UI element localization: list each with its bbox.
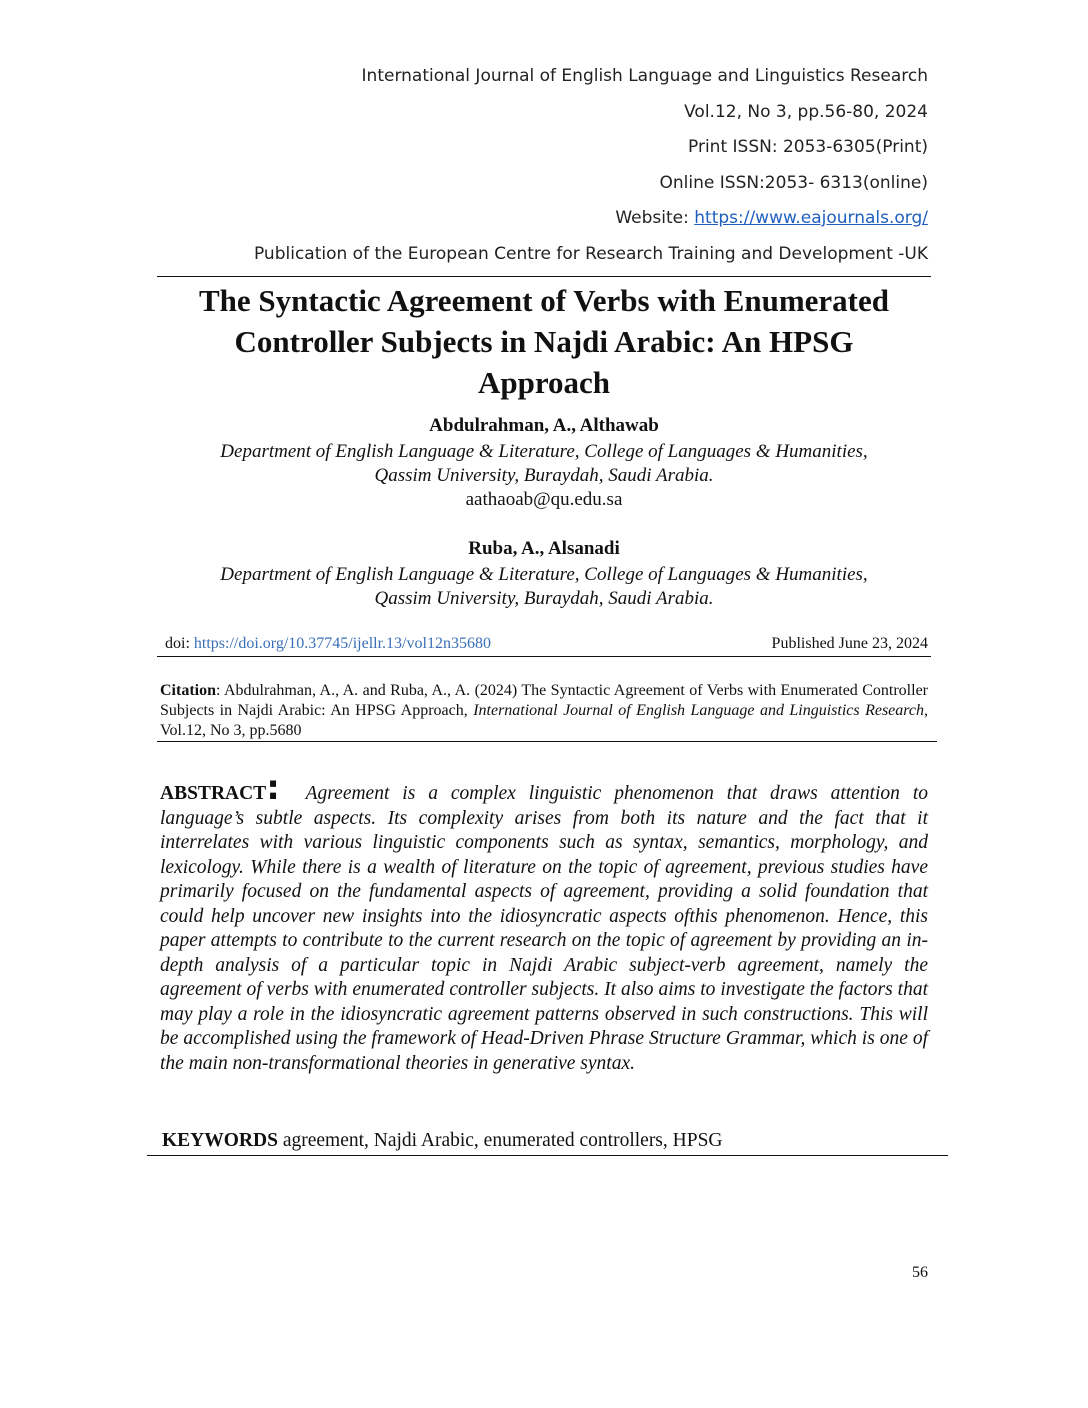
citation-text: : Abdulrahman, A., A. and Ruba, A., A. (2024) The Syntactic Agreement of Verbs with Enumerated Controller Subjects in Najdi Arabic: An HPSG Approach, — [160, 682, 928, 719]
doi — [165, 635, 491, 653]
website-line — [168, 204, 928, 240]
author-email: aathaoab@qu.edu.sa — [465, 489, 623, 510]
website-link[interactable]: https://www.eajournals.org/ — [694, 208, 928, 228]
keywords — [162, 1130, 723, 1152]
author-affiliation: Department of English Language & Literature, College of Languages & Humanities, — [220, 564, 868, 585]
abstract-colon: : — [266, 768, 280, 808]
publisher-line: Publication of the European Centre for Research Training and Development -UK — [253, 243, 928, 264]
title-line: Approach — [477, 365, 611, 400]
doi-label: doi: — [165, 635, 194, 652]
author-affiliation: Department of English Language & Literature, College of Languages & Humanities, — [220, 441, 868, 462]
paper-title — [150, 280, 938, 403]
citation-label: Citation — [160, 682, 216, 699]
abstract — [160, 768, 929, 1076]
header-rule — [157, 276, 931, 277]
keywords-label: KEYWORDS — [162, 1130, 278, 1151]
online-issn: Online ISSN:2053- 6313(online) — [659, 172, 928, 193]
citation — [160, 681, 928, 741]
author-name: Abdulrahman, A., Althawab — [429, 415, 659, 436]
abstract-text: Agreement is a complex linguistic phenomenon that draws attention to language’s subtle aspects. Its complexity arises from both its nature and the fact that it interrelates with various linguistic components such as syntax, semantics, morphology, and lexicology. While there is a wealth of literature on the topic of agreement, previous studies have primarily focused on the fundamental aspects of agreement, providing a solid foundation that could help uncover new insights into the idiosyncratic aspects ofthis phenomenon. Hence, this paper attempts to contribute to the current research on the topic of agreement by providing an in-depth analysis of a particular topic in Najdi Arabic subject-verb agreement, namely the agreement of verbs with enumerated controller subjects. It also aims to investigate the factors that may play a role in the idiosyncratic agreement patterns observed in such constructions. This will be accomplished using the framework of Head-Driven Phrase Structure Grammar, which is one of the main non-transformational theories in generative syntax. — [160, 783, 929, 1074]
volume-info: Vol.12, No 3, pp.56-80, 2024 — [684, 101, 928, 122]
doi-line — [165, 635, 928, 653]
citation-volume: , Vol.12, No 3, pp.5680 — [160, 702, 929, 739]
author-affiliation: Qassim University, Buraydah, Saudi Arabia. — [374, 465, 714, 486]
author-block-2 — [150, 537, 938, 611]
author-affiliation: Qassim University, Buraydah, Saudi Arabia. — [374, 588, 714, 609]
page-number: 56 — [912, 1264, 928, 1281]
title-line: Controller Subjects in Najdi Arabic: An HPSG — [234, 324, 854, 359]
website-label: Website: — [615, 208, 695, 228]
journal-masthead — [168, 62, 928, 275]
doi-link[interactable]: https://doi.org/10.37745/ijellr.13/vol12n35680 — [193, 635, 491, 652]
doi-rule — [157, 656, 931, 657]
journal-name: International Journal of English Language and Linguistics Research — [361, 66, 928, 86]
title-line: The Syntactic Agreement of Verbs with Enumerated — [199, 283, 889, 318]
keywords-rule — [147, 1155, 948, 1156]
author-block-1 — [150, 414, 938, 512]
citation-journal: International Journal of English Language and Linguistics Research — [473, 702, 925, 719]
published-date: Published June 23, 2024 — [771, 635, 928, 652]
keywords-text: agreement, Najdi Arabic, enumerated controllers, HPSG — [277, 1130, 723, 1151]
author-name: Ruba, A., Alsanadi — [468, 538, 620, 559]
print-issn: Print ISSN: 2053-6305(Print) — [688, 137, 928, 157]
citation-rule — [157, 741, 937, 742]
abstract-label: ABSTRACT — [160, 783, 267, 804]
